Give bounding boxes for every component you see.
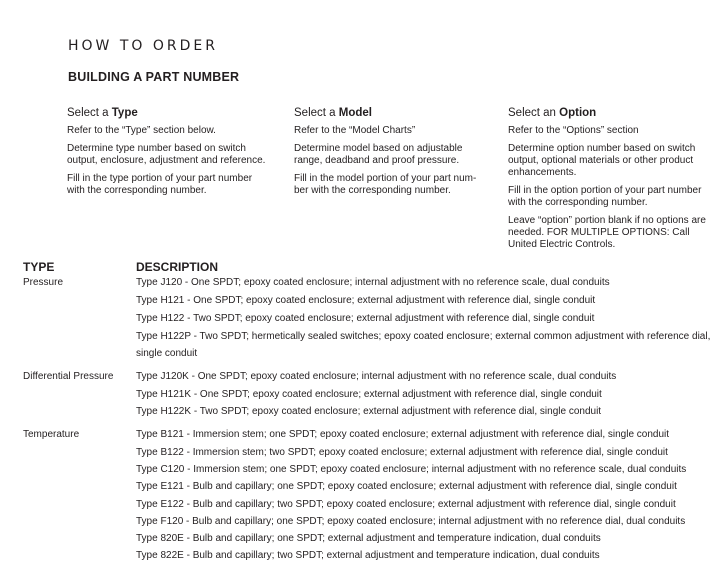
table-row: Type 822E - Bulb and capillary; two SPDT; external adjustment and temperature indication, dual conduits — [136, 550, 600, 561]
step-text: Fill in the model portion of your part num-ber with the corresponding number. — [294, 173, 477, 196]
step-prefix: Select a — [294, 107, 336, 119]
step-text: Fill in the type portion of your part number with the corresponding number. — [67, 173, 253, 196]
type-group-temperature: Temperature — [23, 429, 80, 440]
step-select-option — [508, 107, 708, 257]
table-row: Type H122P - Two SPDT; hermetically sealed switches; epoxy coated enclosure; external common adjustment with reference dial, single conduit — [136, 331, 711, 359]
table-row: Type F120 - Bulb and capillary; one SPDT; epoxy coated enclosure; internal adjustment with no reference dial, dual conduits — [136, 516, 686, 527]
column-header-type: TYPE — [23, 260, 55, 274]
page-title: HOW TO ORDER — [68, 38, 218, 54]
table-row: Type B121 - Immersion stem; one SPDT; epoxy coated enclosure; external adjustment with reference dial, single conduit — [136, 429, 670, 440]
table-row: Type B122 - Immersion stem; two SPDT; epoxy coated enclosure; external adjustment with reference dial, single conduit — [136, 447, 668, 458]
step-text: Leave “option” portion blank if no options are needed. FOR MULTIPLE OPTIONS: Call United Electric Controls. — [508, 215, 706, 250]
step-keyword: Option — [559, 107, 597, 119]
section-subtitle: BUILDING A PART NUMBER — [68, 70, 240, 84]
type-group-differential-pressure: Differential Pressure — [23, 371, 114, 382]
table-row: Type C120 - Immersion stem; one SPDT; epoxy coated enclosure; internal adjustment with no reference scale, dual conduits — [136, 464, 687, 475]
step-keyword: Model — [338, 107, 372, 119]
step-prefix: Select a — [67, 107, 109, 119]
table-row: Type E121 - Bulb and capillary; one SPDT; epoxy coated enclosure; external adjustment with reference dial, single conduit — [136, 481, 677, 492]
table-row: Type H121K - One SPDT; epoxy coated enclosure; external adjustment with reference dial, single conduit — [136, 389, 602, 400]
step-heading — [508, 107, 708, 119]
step-text: Determine model based on adjustable range, deadband and proof pressure. — [294, 143, 463, 166]
step-select-type — [67, 107, 272, 203]
step-text: Fill in the option portion of your part number with the corresponding number. — [508, 185, 702, 208]
step-text: Determine type number based on switch output, enclosure, adjustment and reference. — [67, 143, 266, 166]
table-row: Type J120 - One SPDT; epoxy coated enclosure; internal adjustment with no reference scale, dual conduits — [136, 277, 610, 288]
table-row: Type 820E - Bulb and capillary; one SPDT; external adjustment and temperature indication, dual conduits — [136, 533, 601, 544]
step-heading — [67, 107, 272, 119]
table-row: Type H121 - One SPDT; epoxy coated enclosure; external adjustment with reference dial, single conduit — [136, 295, 596, 306]
step-text: Refer to the “Model Charts” — [294, 125, 416, 136]
step-text: Refer to the “Type” section below. — [67, 125, 216, 136]
table-row: Type E122 - Bulb and capillary; two SPDT; epoxy coated enclosure; external adjustment with reference dial, single conduit — [136, 499, 676, 510]
step-select-model — [294, 107, 489, 203]
type-group-pressure: Pressure — [23, 277, 64, 288]
column-header-description: DESCRIPTION — [136, 260, 219, 274]
table-row: Type H122K - Two SPDT; epoxy coated enclosure; external adjustment with reference dial, single conduit — [136, 406, 602, 417]
step-keyword: Type — [111, 107, 138, 119]
table-row: Type J120K - One SPDT; epoxy coated enclosure; internal adjustment with no reference scale, dual conduits — [136, 371, 617, 382]
step-text: Refer to the “Options” section — [508, 125, 639, 136]
step-heading — [294, 107, 489, 119]
table-row: Type H122 - Two SPDT; epoxy coated enclosure; external adjustment with reference dial, single conduit — [136, 313, 595, 324]
step-prefix: Select an — [508, 107, 556, 119]
step-text: Determine option number based on switch output, optional materials or other product enhancements. — [508, 143, 696, 178]
